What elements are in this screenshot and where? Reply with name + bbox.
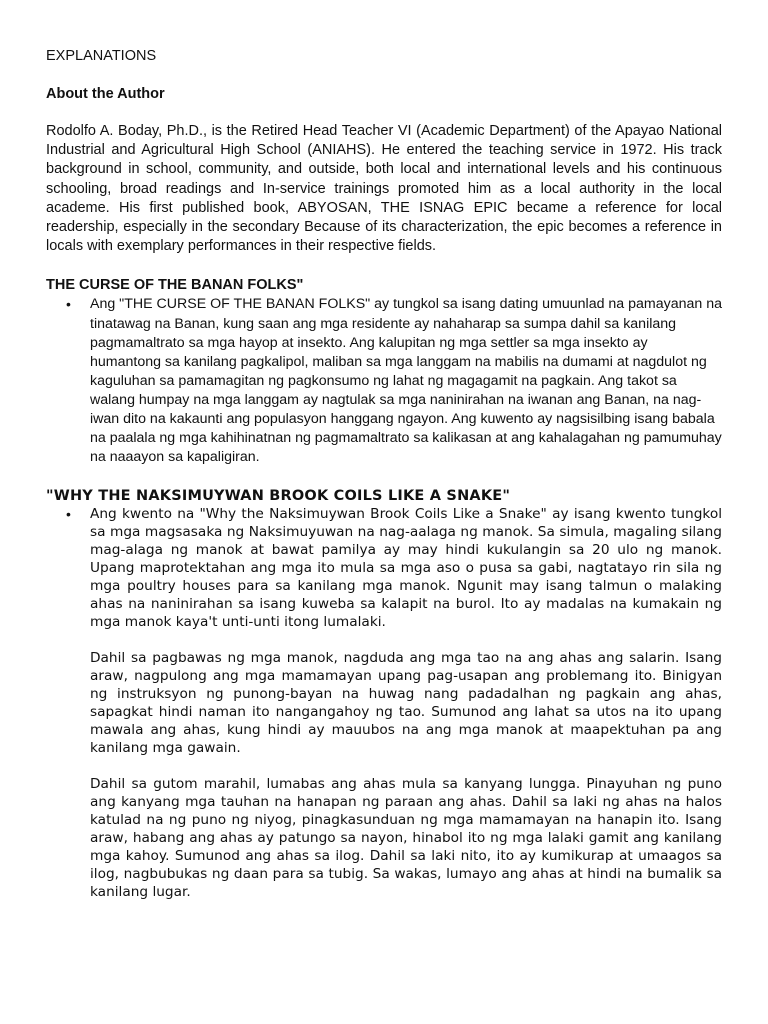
section-naksimuywan-paragraph-2: Dahil sa pagbawas ng mga manok, nagduda ang mga tao na ang ahas ang salarin. Isang araw, nagpulong ang mga mamamayan upang pag-usapan ang problemang ito. Binigyan ng instruksyon ng punong-bayan na huwag nang padadalhan ng pagkain ang ahas, sapagkat hindi naman ito nangangahoy ng tao. Sumunod ang lahat sa utos na ito upang mawala ang ahas, kung hindi ay mauubos na ang mga manok at maapektuhan pa ang kanilang mga gawain. <box>90 650 722 757</box>
section-curse-banan-title: THE CURSE OF THE BANAN FOLKS" <box>46 277 304 294</box>
section-naksimuywan-paragraph-3: Dahil sa gutom marahil, lumabas ang ahas mula sa kanyang lungga. Pinayuhan ng puno ang kanyang mga tauhan na hanapan ng paraan ang ahas. Dahil sa laki ng ahas na halos katulad na ng puno ng niyog, pinagkasunduan ng mga mamamayan na hanapin ito. Isang araw, habang ang ahas ay patungo sa nayon, hinabol ito ng mga lalaki gamit ang kanilang mga kahoy. Sumunod ang ahas sa ilog. Dahil sa laki nito, ito ay kumikurap at umaagos sa ilog, nagbubukas ng daan para sa tubig. Sa wakas, lumayo ang ahas at hindi na bumalik sa kanilang lugar. <box>90 776 722 901</box>
section-curse-banan-text: Ang "THE CURSE OF THE BANAN FOLKS" ay tungkol sa isang dating umuunlad na pamayanan na tinatawag na Banan, kung saan ang mga residente ay nahaharap sa sumpa dahil sa kanilang pagmamaltrato sa mga hayop at insekto. Ang kalupitan ng mga settler sa mga insekto ay humantong sa kanilang pagkalipol, maliban sa mga langgam na mabilis na dumami at nagdulot ng kaguluhan sa pamamagitan ng pagkonsumo ng lahat ng magagamit na pagkain. Ang takot sa walang humpay na mga langgam ay nagtulak sa mga naninirahan na iwanan ang Banan, na nag-iwan dito na kakaunti ang populasyon hanggang ngayon. Ang kuwento ay nagsisilbing isang babala na paalala ng mga kahihinatnan ng pagmamaltrato sa kalikasan at ang kahalagahan ng pamumuhay na naaayon sa kapaligiran. <box>90 296 723 466</box>
about-author-heading: About the Author <box>46 86 165 102</box>
section-naksimuywan-paragraph-1: Ang kwento na "Why the Naksimuywan Brook Coils Like a Snake" ay isang kwento tungkol sa mga magsasaka ng Naksimuyuwan na nag-aalaga ng manok. Sa simula, magaling silang mag-alaga ng manok at bawat pamilya ay may hindi kukulangin sa 20 ulo ng manok. Upang maprotektahan ang mga ito mula sa mga aso o pusa sa gabi, nagtatayo rin sila ng mga poultry houses para sa kanilang mga manok. Ngunit may isang talmun o malaking ahas na naninirahan sa isang kuweba sa kalapit na burol. Ito ay madalas na kumakain ng mga manok kaya't unti-unti itong lumalaki. <box>90 506 722 631</box>
bullet-icon: • <box>66 506 71 523</box>
explanations-heading: EXPLANATIONS <box>46 48 157 64</box>
section-curse-banan-bullet-item <box>46 295 722 467</box>
section-naksimuywan-bullet-item <box>46 505 722 901</box>
section-naksimuywan-title: "WHY THE NAKSIMUYWAN BROOK COILS LIKE A SNAKE" <box>46 488 511 505</box>
bullet-icon: • <box>66 296 71 313</box>
about-author-paragraph: Rodolfo A. Boday, Ph.D., is the Retired Head Teacher VI (Academic Department) of the Apayao National Industrial and Agricultural High School (ANIAHS). He entered the teaching service in 1972. His track background in school, community, and outside, both local and international levels and his continuous schooling, broad readings and In-service trainings promoted him as a local authority in the local academe. His first published book, ABYOSAN, THE ISNAG EPIC became a reference for local readership, especially in the secondary Because of its characterization, the epic becomes a reference in locals with exemplary performances in their respective fields. <box>46 123 722 255</box>
